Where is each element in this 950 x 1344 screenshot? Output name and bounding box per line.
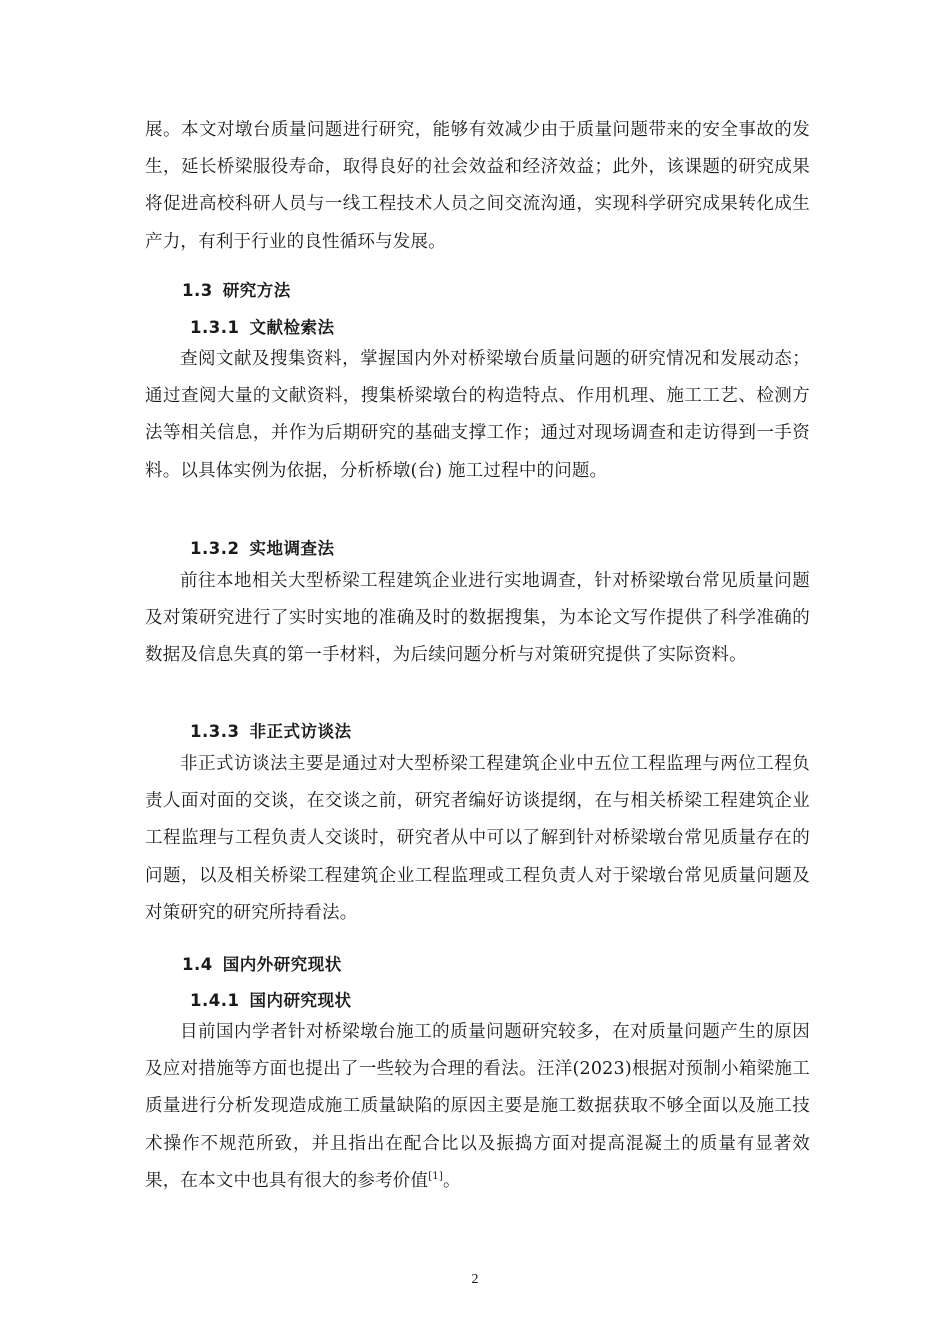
section-heading-1-3-2: [190, 537, 334, 561]
page-number: 2: [471, 1272, 479, 1287]
section-heading-1-3: [182, 279, 291, 303]
section-number: 1.3: [182, 281, 213, 300]
section-heading-1-4: [182, 953, 342, 977]
section-heading-1-4-1: [190, 989, 351, 1013]
intro-paragraph: 展。本文对墩台质量问题进行研究，能够有效减少由于质量问题带来的安全事故的发生，延长桥梁服役寿命，取得良好的社会效益和经济效益；此外，该课题的研究成果将促进高校科研人员与一线工程技术人员之间交流沟通，实现科学研究成果转化成生产力，有利于行业的良性循环与发展。: [145, 120, 810, 252]
section-heading-1-3-3: [190, 720, 351, 744]
paragraph-literature-search: 查阅文献及搜集资料，掌握国内外对桥梁墩台质量问题的研究情况和发展动态；通过查阅大量的文献资料，搜集桥梁墩台的构造特点、作用机理、施工工艺、检测方法等相关信息，并作为后期研究的基础支撑工作；通过对现场调查和走访得到一手资料。以具体实例为依据，分析桥墩(台) 施工过程中的问题。: [145, 349, 810, 481]
section-heading-1-3-1: [190, 316, 334, 340]
section-number: 1.3.1: [190, 318, 240, 337]
paragraph-informal-interview: 非正式访谈法主要是通过对大型桥梁工程建筑企业中五位工程监理与两位工程负责人面对面的交谈，在交谈之前，研究者编好访谈提纲，在与相关桥梁工程建筑企业工程监理与工程负责人交谈时，研究者从中可以了解到针对桥梁墩台常见质量存在的问题，以及相关桥梁工程建筑企业工程监理或工程负责人对于梁墩台常见质量问题及对策研究的研究所持看法。: [145, 754, 810, 923]
section-title: 文献检索法: [249, 318, 335, 337]
section-number: 1.3.3: [190, 722, 240, 741]
section-title: 研究方法: [222, 281, 291, 300]
section-title: 非正式访谈法: [249, 722, 352, 741]
section-title: 实地调查法: [249, 539, 335, 558]
section-number: 1.4: [182, 955, 213, 974]
section-number: 1.4.1: [190, 991, 240, 1010]
citation-reference[interactable]: [1]: [428, 1170, 443, 1182]
paragraph-field-survey: 前往本地相关大型桥梁工程建筑企业进行实地调查，针对桥梁墩台常见质量问题及对策研究进行了实时实地的准确及时的数据搜集，为本论文写作提供了科学准确的数据及信息失真的第一手材料，为后续问题分析与对策研究提供了实际资料。: [145, 571, 810, 666]
section-number: 1.3.2: [190, 539, 240, 558]
paragraph-domestic-research: [145, 1014, 810, 1200]
section-title: 国内外研究现状: [222, 955, 342, 974]
end-punctuation: 。: [442, 1170, 461, 1191]
section-title: 国内研究现状: [249, 991, 352, 1010]
paragraph-text: 目前国内学者针对桥梁墩台施工的质量问题研究较多，在对质量问题产生的原因及应对措施等方面也提出了一些较为合理的看法。汪洋(2023)根据对预制小箱梁施工质量进行分析发现造成施工质量缺陷的原因主要是施工数据获取不够全面以及施工技术操作不规范所致，并且指出在配合比以及振捣方面对提高混凝土的质量有显著效果，在本文中也具有很大的参考价值: [145, 1022, 810, 1191]
